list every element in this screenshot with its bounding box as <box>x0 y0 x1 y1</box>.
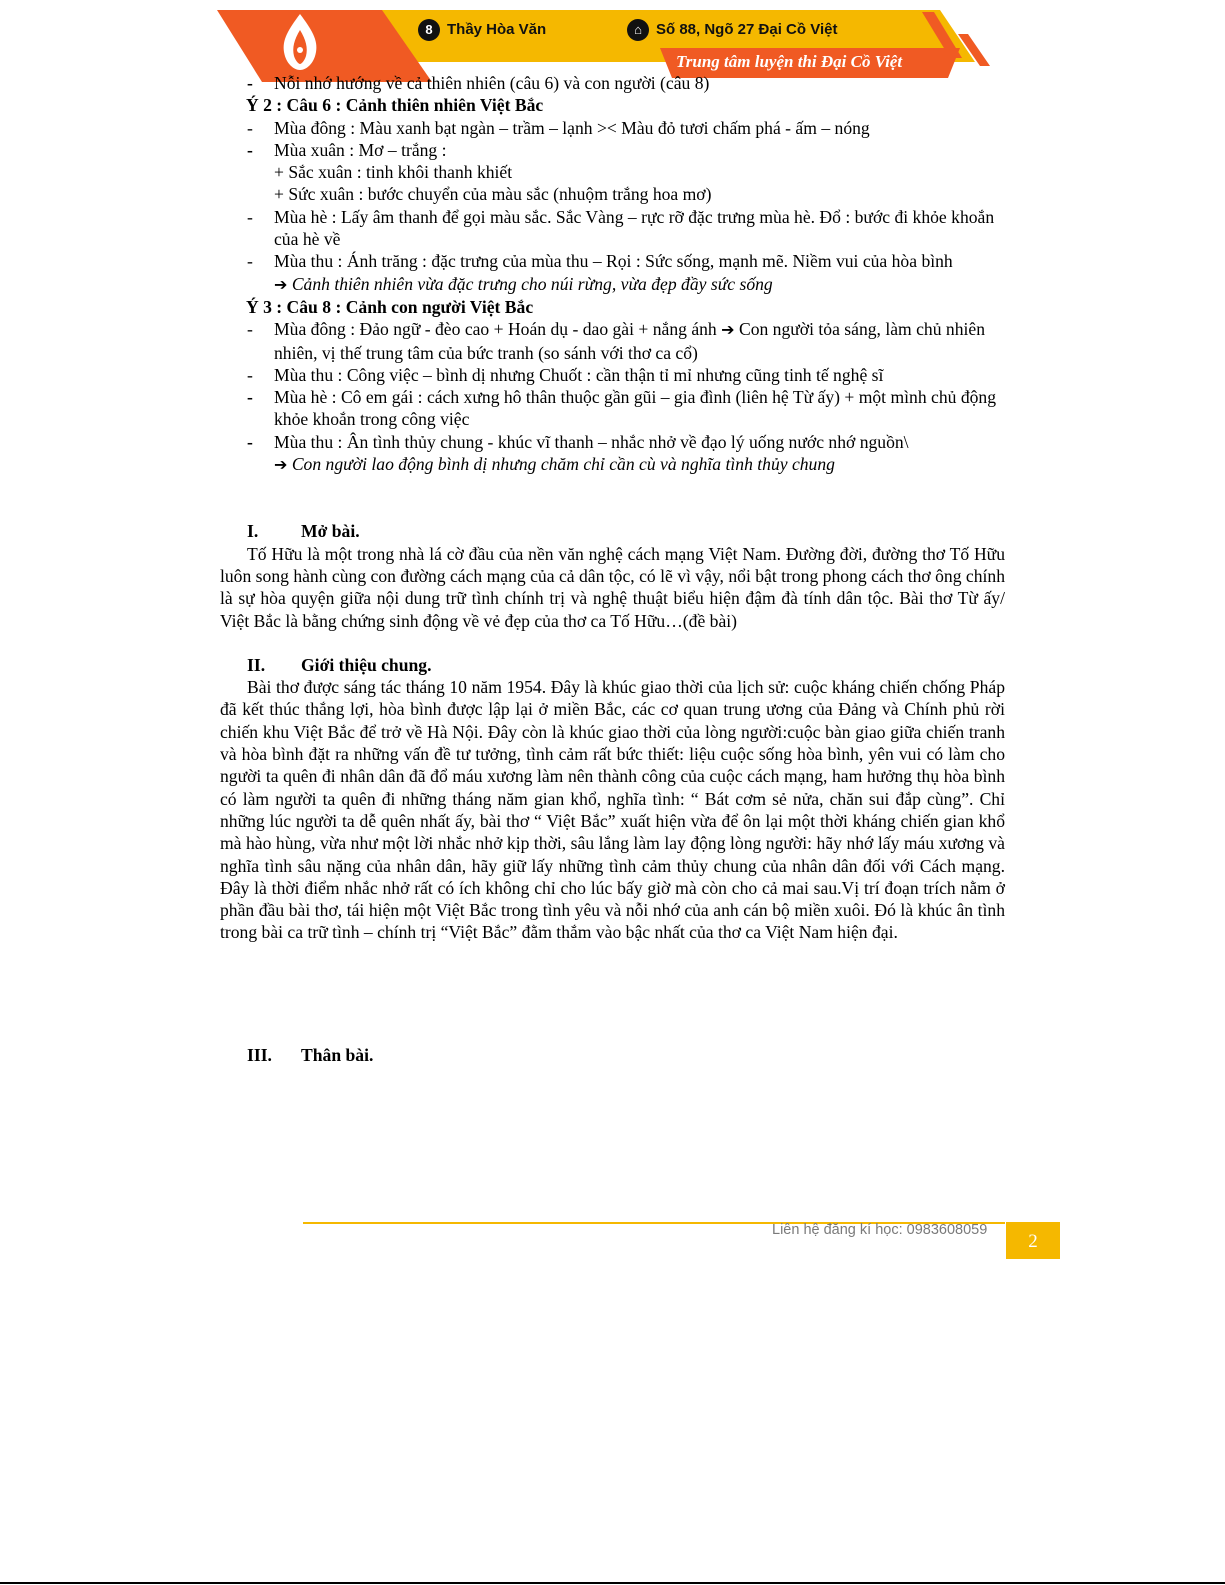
page-number: 2 <box>1006 1222 1060 1259</box>
y3-heading: Ý 3 : Câu 8 : Cảnh con người Việt Bắc <box>246 296 534 317</box>
y3-autumn2: - Mùa thu : Ân tình thủy chung - khúc vĩ thanh – nhắc nhở về đạo lý uống nước nhớ nguồn\ <box>247 431 909 452</box>
intro-bullet-text: Nỗi nhớ hướng về cả thiên nhiên (câu 6) và con người (câu 8) <box>274 73 710 93</box>
header-address: Số 88, Ngõ 27 Đại Cồ Việt <box>656 21 838 38</box>
y2-spring-b: + Sức xuân : bước chuyển của màu sắc (nhuộm trắng hoa mơ) <box>274 184 712 205</box>
header-banner <box>0 0 1225 82</box>
y3-conclusion: ➔ Con người lao động bình dị nhưng chăm chỉ cần cù và nghĩa tình thủy chung <box>274 454 835 475</box>
y3-summer: - Mùa hè : Cô em gái : cách xưng hô thân thuộc gần gũi – gia đình (liên hệ Từ ấy) + một mình chủ động khỏe khoắn trong công việc <box>247 387 997 430</box>
section-2-title: II. Giới thiệu chung. <box>247 654 432 675</box>
y3-winter: - Mùa đông : Đảo ngữ - đèo cao + Hoán dụ - dao gài + nắng ánh ➔ Con người tỏa sáng, làm chủ nhiên nhiên, vị thế trung tâm của bức tranh (so sánh với thơ ca cổ) <box>247 319 986 363</box>
y2-summer: - Mùa hè : Lấy âm thanh để gọi màu sắc. Sắc Vàng – rực rỡ đặc trưng mùa hè. Đổ : bước đi khỏe khoắn của hè về <box>247 206 995 250</box>
y3-autumn1: - Mùa thu : Công việc – bình dị nhưng Chuốt : cần thận tỉ mỉ nhưng cũng tinh tế nghệ sĩ <box>247 364 884 385</box>
section-3-title: III. Thân bài. <box>247 1044 374 1065</box>
home-icon: ⌂ <box>627 19 649 41</box>
document-body <box>220 72 1005 1066</box>
header-teacher: Thầy Hòa Văn <box>447 21 547 38</box>
section-2-text: Bài thơ được sáng tác tháng 10 năm 1954. Đây là khúc giao thời của lịch sử: cuộc kháng chiến chống Pháp đã kết thúc thắng lợi, hòa bình được lập lại ở miền Bắc, các cơ quan trung ương của Đảng và Chính phủ rời chiến khu Việt Bắc để trở về Hà Nội. Đây còn là khúc giao thời của lòng người:cuộc bàn giao giữa chiến tranh và hòa bình đặt ra những vấn đề tư tưởng, tình cảm rất bức thiết: liệu cuộc sống hòa bình, yên vui có làm cho người ta quên đi nhân dân đã đổ máu xương làm nên thành công của cuộc cách mạng, ham hưởng thụ hòa bình có làm người ta quên đi những tháng năm gian khổ, nghĩa tình: “ Bát cơm sẻ nửa, chăn sui đắp cùng”. Chỉ những lúc người ta dễ quên nhất ấy, bài thơ “ Việt Bắc” xuất hiện vừa để ôn lại một thời kháng chiến gian khổ mà hào hùng, vừa như một lời nhắc nhở kịp thời, sâu lắng làm lay động lòng người: hãy nhớ lấy máu xương và nghĩa tình sâu nặng của nhân dân, hãy giữ lấy những tình cảm thủy chung của nhân dân đối với Cách mạng. Đây là thời điểm nhắc nhở rất có ích không chỉ cho lúc bấy giờ mà còn cho cả mai sau.Vị trí đoạn trích nằm ở phần đầu bài thơ, tái hiện một Việt Bắc trong tình yêu và nỗi nhớ của anh cán bộ miền xuôi. Đó là khúc ân tình trong bài ca trữ tình – chính trị “Việt Bắc” đằm thắm vào bậc nhất của thơ ca Việt Nam hiện đại. <box>220 677 1005 943</box>
section-1-title: I. Mở bài. <box>247 521 360 542</box>
y2-spring-a: + Sắc xuân : tinh khôi thanh khiết <box>274 162 513 183</box>
y2-winter: - Mùa đông : Màu xanh bạt ngàn – trầm – lạnh >< Màu đỏ tươi chấm phá - ấm – nóng <box>247 117 870 138</box>
y2-conclusion: ➔ Cảnh thiên nhiên vừa đặc trưng cho núi rừng, vừa đẹp đầy sức sống <box>274 273 773 294</box>
arrow-right-icon: ➔ <box>274 274 288 294</box>
section-1-text: Tố Hữu là một trong nhà lá cờ đầu của nền văn nghệ cách mạng Việt Nam. Đường đời, đường thơ Tố Hữu luôn song hành cùng con đường cách mạng của cả dân tộc, có lẽ vì vậy, nổi bật trong phong cách thơ ông chính là sự hòa quyện giữa nội dung trữ tình chính trị và nghệ thuật biểu hiện đậm đà tính dân tộc. Bài thơ Từ ấy/ Việt Bắc là bằng chứng sinh động về vẻ đẹp của thơ ca Tố Hữu…(đề bài) <box>220 543 1005 631</box>
arrow-right-icon: ➔ <box>721 320 735 340</box>
y2-spring: - Mùa xuân : Mơ – trắng : <box>247 139 447 160</box>
phone-8-icon: 8 <box>418 19 440 41</box>
y2-autumn: - Mùa thu : Ánh trăng : đặc trưng của mùa thu – Rọi : Sức sống, mạnh mẽ. Niềm vui của hòa bình <box>247 251 953 272</box>
page-bottom-rule <box>0 1582 1225 1584</box>
arrow-right-icon: ➔ <box>274 455 288 475</box>
footer-contact: Liên hệ đăng kí học: 0983608059 <box>772 1222 988 1238</box>
header-slogan: Trung tâm luyện thi Đại Cồ Việt <box>676 52 903 71</box>
y2-heading: Ý 2 : Câu 6 : Cảnh thiên nhiên Việt Bắc <box>246 95 544 116</box>
intro-bullet: - Nỗi nhớ hướng về cả thiên nhiên (câu 6) và con người (câu 8) <box>247 73 710 93</box>
banner-graphic <box>0 0 1225 82</box>
